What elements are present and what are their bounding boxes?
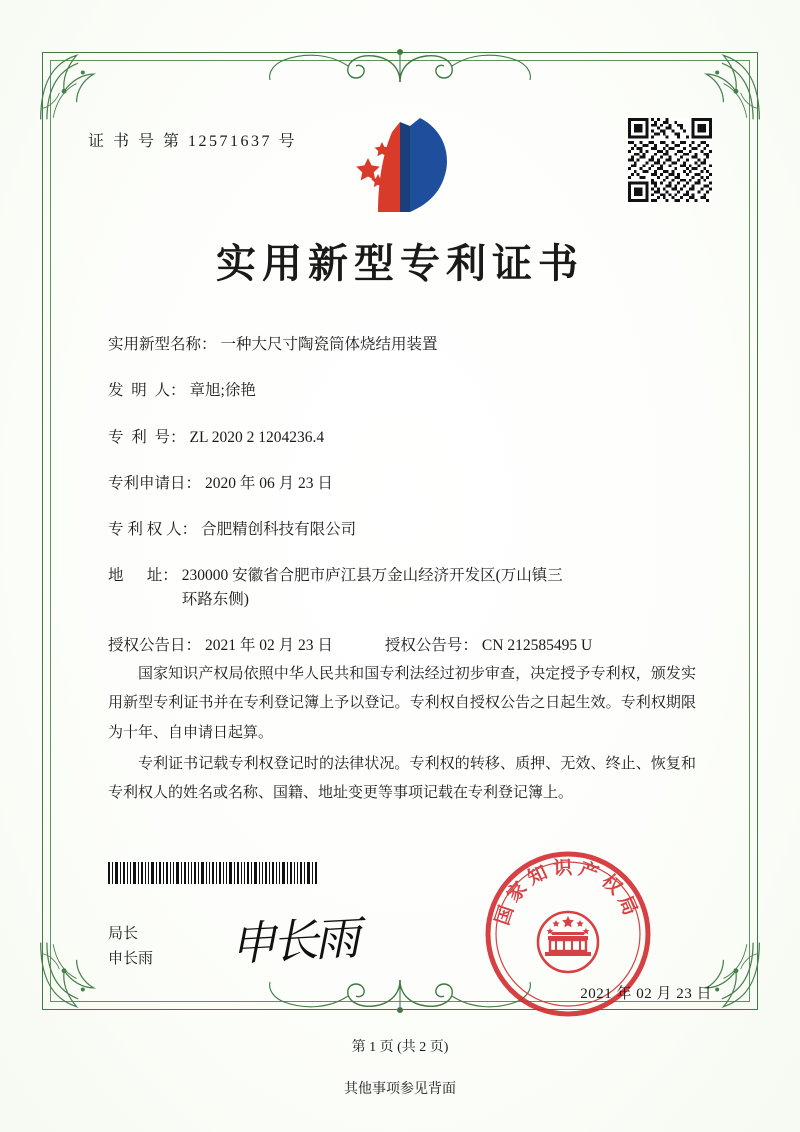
certificate-number: 证 书 号 第 12571637 号: [88, 133, 298, 150]
field-row-patent-no: [108, 426, 708, 449]
field-label: 发 明 人：: [108, 382, 186, 400]
footer-note: 其他事项参见背面: [344, 1082, 456, 1097]
page-title: 实用新型专利证书: [216, 240, 584, 287]
announcement-date-value: 2021 年 02 月 23 日: [205, 636, 333, 654]
field-value-line1: 230000 安徽省合肥市庐江县万金山经济开发区(万山镇三: [181, 567, 563, 585]
paragraph-1: 国家知识产权局依照中华人民共和国专利法经过初步审查，决定授予专利权，颁发实用新型专利证书并在专利登记簿上予以登记。专利权自授权公告之日起生效。专利权期限为十年、自申请日起算。: [108, 666, 696, 741]
field-value-group: [178, 564, 708, 611]
svg-text:国家知识产权局: 国家知识产权局: [491, 856, 644, 928]
field-value: 合肥精创科技有限公司: [201, 521, 357, 538]
field-list: [108, 333, 708, 680]
field-label: 专 利 号：: [108, 428, 186, 446]
seal-date: 2021 年 02 月 23 日: [580, 986, 712, 1002]
announcement-date-label: 授权公告日：: [108, 636, 202, 654]
signature-block: [108, 922, 153, 972]
field-label: 实用新型名称：: [108, 336, 217, 353]
cnipa-logo-icon: [348, 112, 468, 222]
page-number: 第 1 页 (共 2 页): [351, 1040, 449, 1055]
field-label: 地 址：: [108, 567, 178, 585]
field-row-patentee: [108, 518, 708, 541]
field-row-inventor: [108, 379, 708, 402]
field-label: 专 利 权 人：: [108, 521, 198, 538]
director-role-label: 局长: [108, 926, 139, 942]
field-row-name: [108, 333, 708, 356]
field-row-announcement: [108, 634, 708, 657]
top-flourish-icon: [250, 40, 550, 86]
corner-ornament-icon: [36, 938, 114, 1016]
corner-ornament-icon: [36, 46, 114, 124]
field-value: 章旭;徐艳: [189, 382, 256, 400]
corner-ornament-icon: [686, 46, 764, 124]
field-value: 一种大尺寸陶瓷筒体烧结用装置: [220, 336, 438, 353]
field-row-address: [108, 564, 708, 611]
body-text: [108, 660, 696, 810]
field-value: 2020 年 06 月 23 日: [205, 474, 333, 492]
field-row-filing-date: [108, 472, 708, 495]
director-name: 申长雨: [108, 950, 154, 967]
qr-code: [628, 118, 712, 202]
paragraph-2: 专利证书记载专利权登记时的法律状况。专利权的转移、质押、无效、终止、恢复和专利权人的姓名或名称、国籍、地址变更等事项记载在专利登记簿上。: [108, 755, 696, 801]
announcement-no-value: CN 212585495 U: [481, 636, 593, 654]
announcement-no-label: 授权公告号：: [384, 636, 478, 654]
barcode: [108, 862, 318, 884]
field-value-line2: 环路东侧): [181, 590, 249, 608]
corner-ornament-icon: [686, 938, 764, 1016]
field-value: ZL 2020 2 1204236.4: [189, 428, 325, 446]
handwritten-signature: 申长雨: [228, 910, 358, 972]
field-label: 专利申请日：: [108, 474, 202, 492]
